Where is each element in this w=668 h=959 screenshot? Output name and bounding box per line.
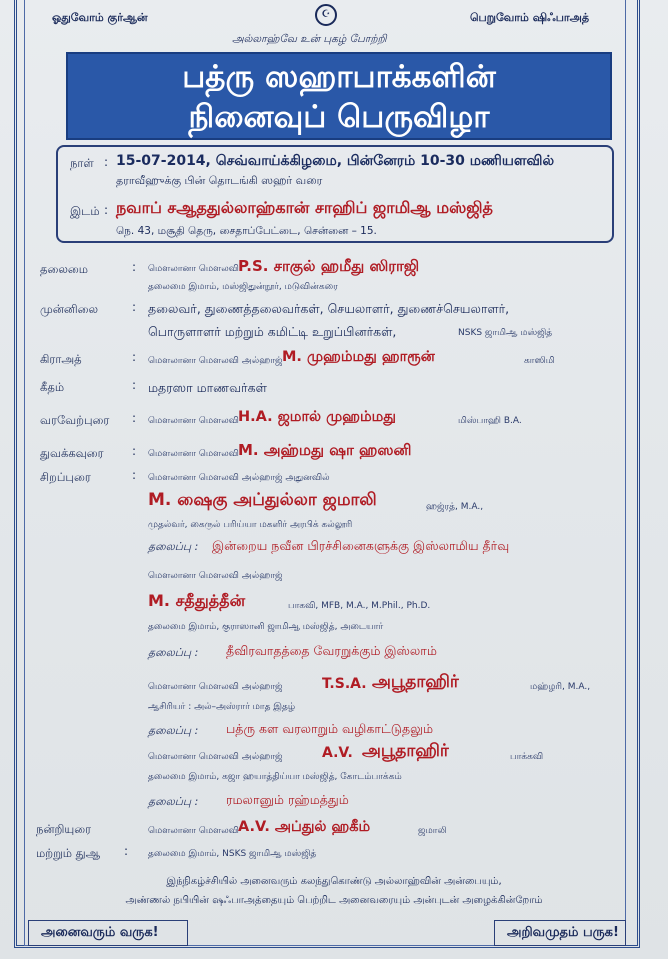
welcome-prefix: மௌலானா மௌலவி (148, 416, 239, 426)
speaker-1-subtitle: முதல்வர், கைருல் பரிய்யா மகளிர் அரபிக் கல்லூரி (148, 520, 353, 530)
speaker-4-name: அபூதாஹிர் (362, 741, 449, 761)
speaker-3-prefix: மௌலானா மௌலவி அல்ஹாஜ் (148, 682, 283, 692)
speaker-3-topic-label: தலைப்பு : (148, 724, 199, 737)
thanks-colon: : (124, 844, 129, 858)
presiding-subtitle: தலைமை இமாம், மஸ்ஜிதுன்நூர், மடுவின்கரை (148, 282, 338, 292)
speaker-1-name: M. ஷைகு அப்துல்லா ஜமாலி (148, 490, 377, 510)
opening-name: M. அஹ்மது ஷா ஹஸனி (238, 441, 412, 459)
lead-label: முன்னிலை (40, 302, 99, 316)
venue-name: நவாப் சஆததுல்லாஹ்கான் சாஹிப் ஜாமிஆ மஸ்ஜித் (116, 198, 493, 217)
thanks-prefix: மௌலானா மௌலவி (148, 826, 239, 836)
thanks-subtitle: தலைமை இமாம், NSKS ஜாமிஆ மஸ்ஜித் (148, 849, 317, 859)
qirath-colon: : (132, 350, 137, 364)
thanks-label: நன்றியுரை (36, 822, 92, 836)
opening-colon: : (132, 444, 137, 458)
event-date: 15-07-2014, செவ்வாய்க்கிழமை, பின்னேரம் 10-30 மணியளவில் (116, 153, 555, 169)
presiding-label: தலைமை (40, 262, 89, 276)
title-banner (66, 52, 612, 140)
special-intro: மௌலானா மௌலவி அல்ஹாஜ் அதுனவில் (148, 473, 330, 483)
speaker-1-topic-label: தலைப்பு : (148, 540, 199, 553)
closing-line-1: இந்நிகழ்ச்சியில் அனைவரும் கலந்துகொண்டு அல்லாஹ்வின் அன்பையும், (166, 876, 502, 887)
welcome-name: H.A. ஜமால் முஹம்மது (238, 409, 396, 425)
closing-line-2: அண்ணல் நபியின் ஷஃபாஅத்தையும் பெற்றிட அனைவரையும் அன்புடன் அழைக்கின்றோம் (125, 895, 543, 906)
speaker-3-subtitle: ஆசிரியர் : அல்–அஸ்ரார் மாத இதழ் (148, 702, 296, 712)
footer-right-box: அறிவமுதம் பருக! (494, 920, 626, 946)
lead-line-2: பொருளாளர் மற்றும் கமிட்டி உறுப்பினர்கள், (148, 324, 397, 339)
crescent-emblem-icon: ☪ (315, 4, 337, 26)
speaker-2-suffix: பாகவி, MFB, M.A., M.Phil., Ph.D. (288, 601, 431, 611)
speaker-4-subtitle: தலைமை இமாம், கஜா ஹயாத்திய்யா மஸ்ஜித், கோடம்பாக்கம் (148, 772, 402, 782)
speaker-1-suffix: ஹஜ்ரத், M.A., (426, 502, 484, 512)
nasheed-label: கீதம் (40, 380, 65, 394)
thanks-name: A.V. அப்துல் ஹகீம் (238, 819, 371, 835)
date-label: நாள் (70, 156, 94, 170)
qirath-label: கிராஅத் (40, 352, 82, 366)
speaker-4-prefix: மௌலானா மௌலவி அல்ஹாஜ் (148, 752, 283, 762)
speaker-4-topic-label: தலைப்பு : (148, 795, 199, 808)
venue-address: நெ. 43, மசூதி தெரு, சைதாப்பேட்டை, சென்னை – 15. (116, 225, 377, 237)
date-colon: : (104, 155, 109, 169)
speaker-2-topic-label: தலைப்பு : (148, 646, 199, 659)
speaker-3-topic: பத்ரு கள வரலாறும் வழிகாட்டுதலும் (226, 721, 434, 736)
speaker-4-suffix: பாக்கவி (510, 752, 544, 762)
speaker-2-topic: தீவிரவாதத்தை வேரறுக்கும் இஸ்லாம் (226, 643, 437, 658)
welcome-colon: : (132, 411, 137, 425)
speaker-2-name: M. சதீதுத்தீன் (148, 591, 246, 610)
qirath-suffix: காஸிமி (524, 356, 555, 366)
speaker-3-name: அபூதாஹிர் (372, 672, 459, 692)
presiding-name: P.S. சாகுல் ஹமீது ஸிராஜி (238, 257, 420, 275)
header-left-text: ஓதுவோம் குர்ஆன் (52, 11, 148, 24)
thanks-suffix: ஜமாலி (418, 826, 447, 836)
opening-label: துவக்கவுரை (40, 446, 104, 460)
opening-prefix: மௌலானா மௌலவி (148, 449, 239, 459)
lead-line-1: தலைவர், துணைத்தலைவர்கள், செயலாளர், துணைச்செயலாளர், (148, 301, 510, 316)
dua-label: மற்றும் துஆ (36, 846, 101, 860)
presiding-prefix: மௌலானா மௌலவி (148, 264, 239, 274)
speaker-4-topic: ரமலானும் ரஹ்மத்தும் (226, 792, 349, 807)
speaker-1-topic: இன்றைய நவீன பிரச்சினைகளுக்கு இஸ்லாமிய தீர்வு (212, 538, 510, 553)
lead-colon: : (132, 300, 137, 314)
speaker-2-subtitle: தலைமை இமாம், குராஸானி ஜாமிஆ மஸ்ஜித், அடையார் (148, 622, 384, 632)
speaker-4-initials: A.V. (322, 745, 353, 761)
footer-left-box: அனைவரும் வருக! (28, 920, 188, 946)
venue-colon: : (104, 203, 109, 217)
special-label: சிறப்புரை (40, 470, 91, 484)
speaker-3-initials: T.S.A. (322, 676, 367, 692)
lead-line-2-sub: NSKS ஜாமிஆ மஸ்ஜித் (458, 328, 553, 338)
header-right-text: பெறுவோம் ஷிஃபாஅத் (470, 11, 590, 24)
nasheed-colon: : (132, 378, 137, 392)
welcome-label: வரவேற்புரை (40, 413, 110, 427)
title-line-1: பத்ரு ஸஹாபாக்களின் (182, 59, 496, 95)
welcome-suffix: மிஸ்பாஹி B.A. (458, 416, 522, 426)
speaker-3-suffix: மஹ்ழரி, M.A., (530, 682, 591, 692)
tagline: அல்லாஹ்வே உன் புகழ் போற்றி (232, 33, 387, 45)
speaker-2-intro: மௌலானா மௌலவி அல்ஹாஜ் (148, 571, 283, 581)
nasheed-text: மதரஸா மாணவர்கள் (148, 380, 267, 395)
event-time-range: தராவீஹுக்கு பின் தொடங்கி ஸஹர் வரை (116, 174, 323, 187)
title-line-2: நினைவுப் பெருவிழா (188, 99, 490, 135)
venue-label: இடம் (70, 204, 100, 218)
presiding-colon: : (132, 260, 137, 274)
qirath-name: M. முஹம்மது ஹாரூன் (282, 349, 435, 365)
qirath-prefix: மௌலானா மௌலவி அல்ஹாஜ் (148, 356, 283, 366)
special-colon: : (132, 468, 137, 482)
